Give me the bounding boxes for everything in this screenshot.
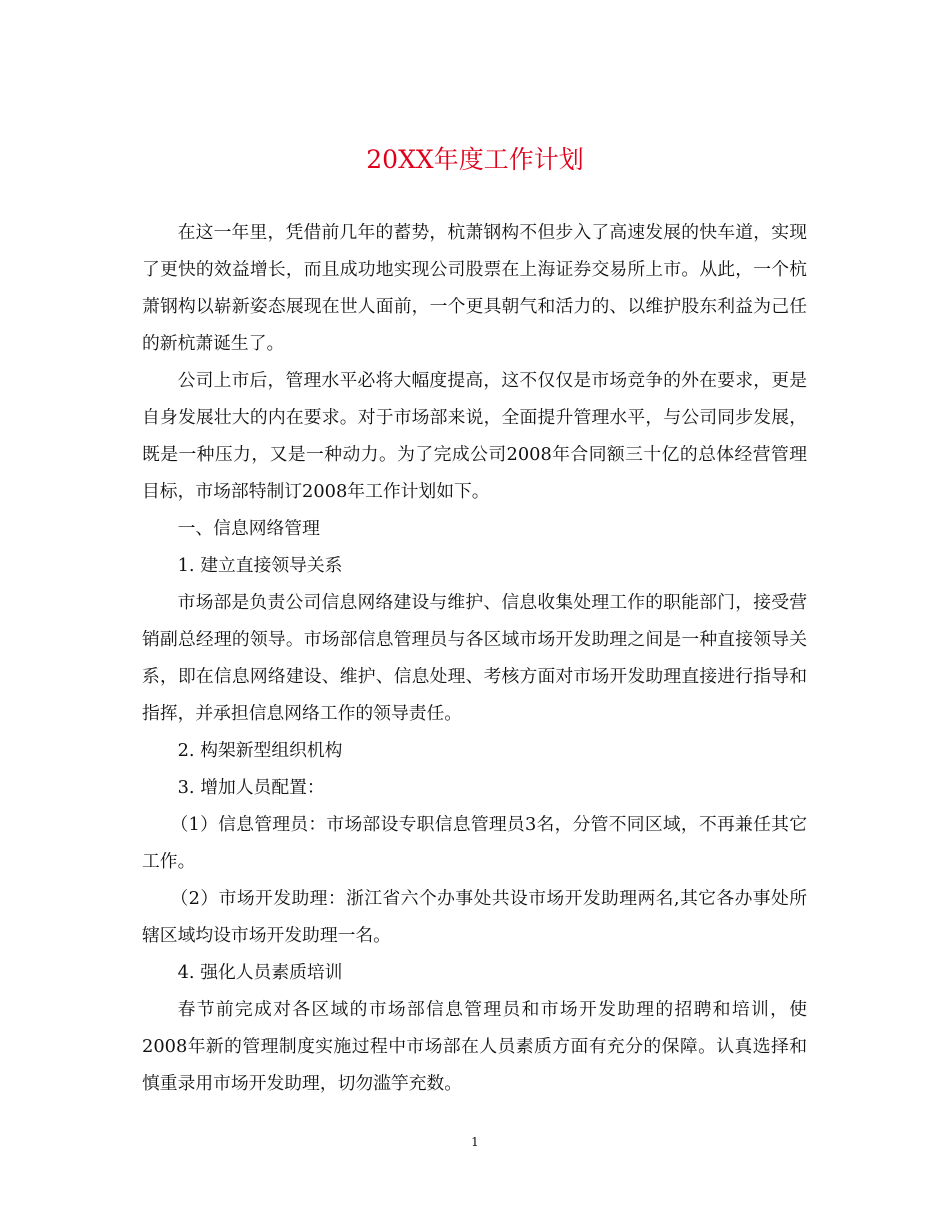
section-heading-info-network: 一、信息网络管理 — [177, 518, 320, 539]
paragraph-intro: 在这一年里，凭借前几年的蓄势，杭萧钢构不但步入了高速发展的快车道，实现了更快的效益增长，而且成功地实现公司股票在上海证券交易所上市。从此，一个杭萧钢构以崭新姿态展现在世人面前，一个更具朝气和活力的、以维护股东利益为己任的新杭萧诞生了。 — [142, 222, 807, 354]
document-title: 20XX年度工作计划 — [366, 145, 584, 174]
paragraph-info-manager: （1）信息管理员：市场部设专职信息管理员3名，分管不同区域，不再兼任其它工作。 — [142, 814, 807, 872]
item-heading-organization: 2. 构架新型组织机构 — [177, 740, 343, 761]
item-heading-staffing: 3. 增加人员配置： — [177, 777, 325, 798]
paragraph-leadership: 市场部是负责公司信息网络建设与维护、信息收集处理工作的职能部门，接受营销副总经理的领导。市场部信息管理员与各区域市场开发助理之间是一种直接领导关系，即在信息网络建设、维护、信息处理、考核方面对市场开发助理直接进行指导和指挥，并承担信息网络工作的领导责任。 — [142, 592, 807, 724]
paragraph-market-assistant: （2）市场开发助理：浙江省六个办事处共设市场开发助理两名,其它各办事处所辖区域均设市场开发助理一名。 — [142, 888, 807, 946]
paragraph-training: 春节前完成对各区域的市场部信息管理员和市场开发助理的招聘和培训，使2008年新的管理制度实施过程中市场部在人员素质方面有充分的保障。认真选择和慎重录用市场开发助理，切勿滥竽充数。 — [142, 999, 807, 1094]
item-heading-leadership: 1. 建立直接领导关系 — [177, 555, 343, 576]
page-number: 1 — [471, 1135, 479, 1149]
paragraph-listing: 公司上市后，管理水平必将大幅度提高，这不仅仅是市场竞争的外在要求，更是自身发展壮大的内在要求。对于市场部来说，全面提升管理水平，与公司同步发展，既是一种压力，又是一种动力。为了完成公司2008年合同额三十亿的总体经营管理目标，市场部特制订2008年工作计划如下。 — [142, 370, 807, 502]
document-body — [142, 214, 807, 1102]
item-heading-training: 4. 强化人员素质培训 — [177, 962, 343, 983]
